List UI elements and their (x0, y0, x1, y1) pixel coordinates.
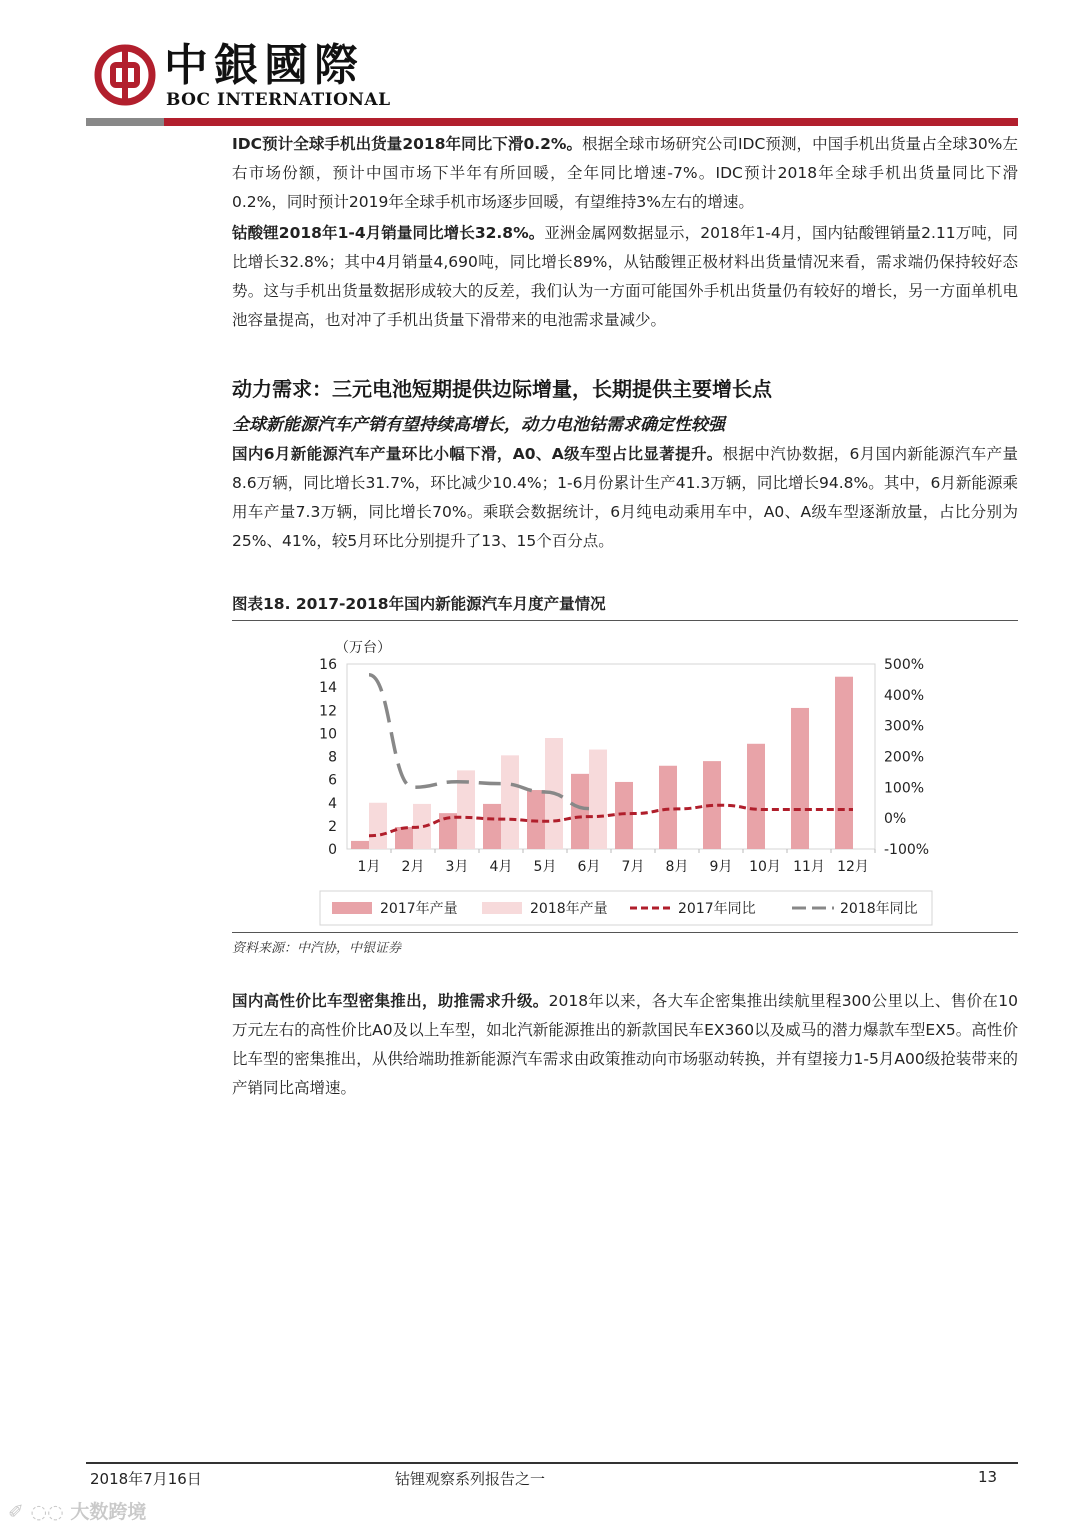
legend-label: 2017年产量 (380, 901, 458, 917)
x-tick-label: 5月 (533, 859, 557, 875)
y-left-tick-label: 0 (328, 842, 337, 858)
legend-label: 2018年同比 (840, 901, 918, 917)
bar-2017 (483, 804, 501, 849)
header-rule-red (164, 118, 1018, 126)
brand-name-english: BOC INTERNATIONAL (166, 90, 391, 110)
y-left-tick-label: 4 (328, 795, 337, 812)
bar-2017 (659, 766, 677, 849)
y-right-tick-label: 500% (884, 657, 925, 673)
x-tick-label: 7月 (621, 859, 645, 875)
figure-title: 图表18. 2017-2018年国内新能源汽车月度产量情况 (232, 595, 606, 613)
y-right-tick-label: 0% (884, 811, 907, 828)
footer-report-title: 钴锂观察系列报告之一 (395, 1470, 546, 1488)
y-right-tick-label: 100% (884, 780, 925, 797)
paragraph-lead: 钴酸锂2018年1-4月销量同比增长32.8%。 (232, 224, 545, 242)
figure-bottom-rule (232, 932, 1018, 933)
brand-name-chinese: 中銀國際 (164, 40, 364, 91)
bar-2017 (395, 827, 413, 849)
footer-date: 2018年7月16日 (90, 1470, 202, 1488)
y-right-tick-label: 300% (884, 718, 925, 735)
bar-2017 (791, 708, 809, 849)
bar-2018 (501, 755, 519, 849)
header-rule-grey (86, 118, 164, 126)
paragraph-lead: 国内6月新能源汽车产量环比小幅下滑，A0、A级车型占比显著提升。 (232, 445, 723, 463)
watermark-icon: ✐ ◌◌ (8, 1501, 71, 1523)
y-left-tick-label: 12 (319, 703, 337, 720)
paragraph-lead: 国内高性价比车型密集推出，助推需求升级。 (232, 992, 549, 1010)
x-tick-label: 10月 (749, 859, 781, 875)
y-left-tick-label: 2 (328, 818, 337, 835)
subsection-title: 全球新能源汽车产销有望持续高增长，动力电池钴需求确定性较强 (232, 415, 725, 435)
nev-monthly-output-chart (232, 624, 1018, 932)
legend-label: 2017年同比 (678, 901, 756, 917)
x-tick-label: 3月 (445, 859, 469, 875)
bar-2018 (369, 803, 387, 849)
x-tick-label: 11月 (793, 859, 825, 875)
paragraph-lead: IDC预计全球手机出货量2018年同比下滑0.2%。 (232, 135, 583, 153)
y-right-tick-label: -100% (884, 842, 930, 858)
legend-swatch (482, 902, 522, 914)
y-right-tick-label: 200% (884, 749, 925, 766)
y-left-tick-label: 6 (328, 772, 337, 789)
footer-rule (86, 1462, 1018, 1464)
paragraph-body: 2018年以来，各大车企密集推出续航里程300公里以上、售价在10万元左右的高性价比A0及以上车型，如北汽新能源推出的新款国民车EX360以及威马的潜力爆款车型EX5。高性价比车型的密集推出，从供给端助推新能源汽车需求由政策推动向市场驱动转换，并有望接力1-5月A00级抢装带来的产销同比高增速。 (232, 992, 1018, 1097)
paragraph-body: 根据中汽协数据，6月国内新能源汽车产量8.6万辆，同比增长31.7%，环比减少10.4%；1-6月份累计生产41.3万辆，同比增长94.8%。其中，6月新能源乘用车产量7.3万辆，同比增长70%。乘联会数据统计，6月纯电动乘用车中，A0、A级车型逐渐放量，占比分别为25%、41%，较5月环比分别提升了13、15个百分点。 (232, 445, 1018, 550)
bar-2017 (527, 790, 545, 849)
paragraph-body: 亚洲金属网数据显示，2018年1-4月，国内钴酸锂销量2.11万吨，同比增长32.8%；其中4月销量4,690吨，同比增长89%，从钴酸锂正极材料出货量情况来看，需求端仍保持较好态势。这与手机出货量数据形成较大的反差，我们认为一方面可能国外手机出货量仍有较好的增长，另一方面单机电池容量提高，也对冲了手机出货量下滑带来的电池需求量减少。 (232, 224, 1018, 329)
paragraph-models (232, 987, 1018, 1103)
figure-top-rule (232, 620, 1018, 621)
paragraph-body: 根据全球市场研究公司IDC预测，中国手机出货量占全球30%左右市场份额，预计中国市场下半年有所回暖，全年同比增速-7%。IDC预计2018年全球手机出货量同比下滑0.2%，同时预计2019年全球手机市场逐步回暖，有望维持3%左右的增速。 (232, 135, 1018, 211)
bar-2017 (351, 841, 369, 849)
x-tick-label: 9月 (709, 859, 733, 875)
x-tick-label: 2月 (401, 859, 425, 875)
figure-source: 资料来源：中汽协，中银证券 (232, 941, 402, 956)
y-left-tick-label: 14 (319, 680, 337, 697)
x-tick-label: 6月 (577, 859, 601, 875)
y-left-tick-label: 8 (328, 749, 337, 766)
bar-2017 (835, 677, 853, 849)
bar-2017 (747, 744, 765, 849)
y-left-tick-label: 10 (319, 726, 337, 743)
bar-2017 (615, 782, 633, 849)
section-title: 动力需求：三元电池短期提供边际增量，长期提供主要增长点 (232, 377, 772, 401)
legend-label: 2018年产量 (530, 901, 608, 917)
bar-2018 (589, 750, 607, 849)
legend-swatch (332, 902, 372, 914)
page-number: 13 (978, 1468, 998, 1486)
paragraph-lco (232, 219, 1018, 335)
bar-2017 (571, 774, 589, 849)
y-left-tick-label: 16 (319, 657, 337, 673)
boc-logo-icon (94, 44, 156, 106)
paragraph-idc (232, 130, 1018, 217)
x-tick-label: 4月 (489, 859, 513, 875)
x-tick-label: 8月 (665, 859, 689, 875)
paragraph-nev-output (232, 440, 1018, 556)
y-right-tick-label: 400% (884, 687, 925, 704)
x-tick-label: 1月 (357, 859, 381, 875)
watermark-text: 大数跨境 (70, 1501, 147, 1523)
x-tick-label: 12月 (837, 859, 869, 875)
watermark (8, 1497, 146, 1524)
y-axis-unit-label: （万台） (335, 640, 391, 656)
